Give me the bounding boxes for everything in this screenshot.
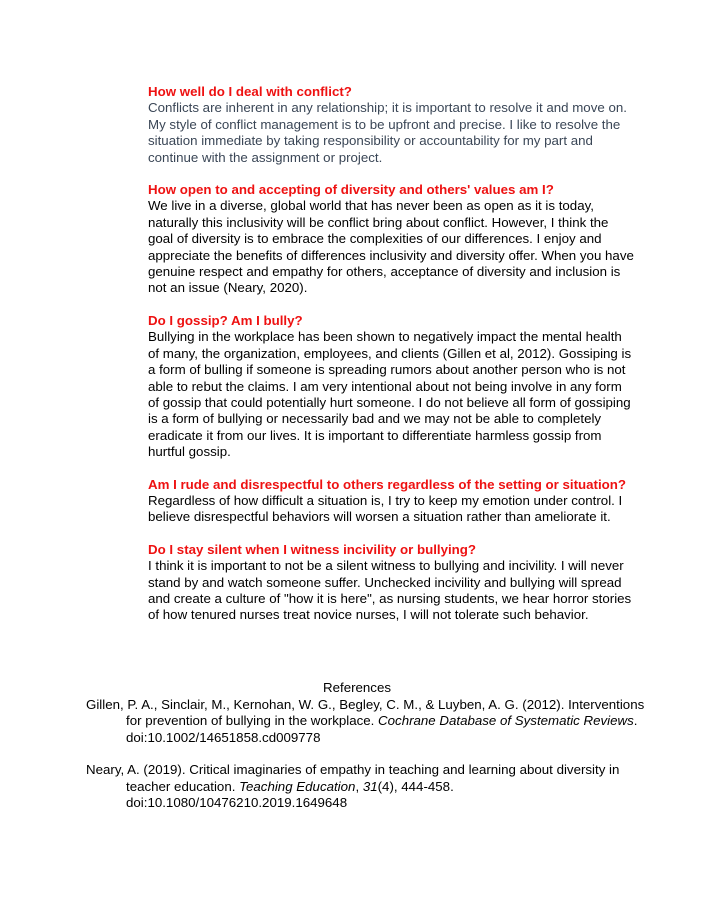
reference-volume: 31 <box>362 778 378 794</box>
reference-gillen <box>86 697 646 746</box>
section-heading: Do I stay silent when I witness incivility or bullying? <box>148 541 477 557</box>
reference-doi: . doi:10.1002/14651858.cd009778 <box>126 713 638 745</box>
reference-doi: (4), 444-458. doi:10.1080/10476210.2019.1649648 <box>126 778 454 811</box>
section-conflict <box>148 84 634 166</box>
section-paragraph: I think it is important to not be a silent witness to bullying and incivility. I will never stand by and watch someone suffer. Unchecked incivility and bullying will spread and create a culture of "how it is here", as nursing students, we hear horror stories of how tenured nurses treat novice nurses, I will not tolerate such behavior. <box>148 558 632 623</box>
reference-list <box>86 697 646 827</box>
section-heading: Do I gossip? Am I bully? <box>148 312 303 328</box>
reference-authors: Gillen, P. A., Sinclair, M., Kernohan, W. G., Begley, C. M., & Luyben, A. G. (2012). Interventions for prevention of bullying in the workplace. <box>86 697 645 729</box>
references-heading: References <box>323 680 391 695</box>
reference-journal: Teaching Education <box>239 778 356 794</box>
section-heading: Am I rude and disrespectful to others regardless of the setting or situation? <box>148 476 627 492</box>
reference-neary <box>86 762 646 811</box>
self-assessment-body <box>148 84 634 640</box>
section-diversity <box>148 182 634 297</box>
section-heading: How open to and accepting of diversity and others' values am I? <box>148 182 554 198</box>
section-gossip <box>148 313 634 461</box>
reference-authors: Neary, A. (2019). Critical imaginaries of empathy in teaching and learning about diversity in teacher education. <box>86 762 620 794</box>
section-incivility <box>148 542 634 624</box>
reference-journal: Cochrane Database of Systematic Reviews <box>378 713 634 729</box>
reference-separator: , <box>355 778 363 794</box>
section-heading: How well do I deal with conflict? <box>148 84 352 99</box>
section-respect <box>148 477 634 526</box>
section-paragraph: Bullying in the workplace has been shown to negatively impact the mental health of many, the organization, employees, and clients (Gillen et al, 2012). Gossiping is a form of bulling if someone is spreading rumors about another person who is not able to rebut the claims. I am very intentional about not being involve in any form of gossip that could potentially hurt someone. I do not believe all form of gossiping is a form of bullying or necessarily bad and we may not be able to completely eradicate it from our lives. It is important to differentiate harmless gossip from hurtful gossip. <box>148 329 632 460</box>
section-paragraph: Regardless of how difficult a situation is, I try to keep my emotion under control. I believe disrespectful behaviors will worsen a situation rather than ameliorate it. <box>148 492 623 525</box>
section-paragraph: Conflicts are inherent in any relationship; it is important to resolve it and move on. My style of conflict management is to be upfront and precise. I like to resolve the situation immediate by taking responsibility or accountability for my part and continue with the assignment or project. <box>148 100 627 165</box>
section-paragraph: We live in a diverse, global world that has never been as open as it is today, naturally this inclusivity will be conflict bring about conflict. However, I think the goal of diversity is to embrace the complexities of our differences. I enjoy and appreciate the benefits of differences inclusivity and diversity offer. When you have genuine respect and empathy for others, acceptance of diversity and inclusion is not an issue (Neary, 2020). <box>148 198 634 296</box>
